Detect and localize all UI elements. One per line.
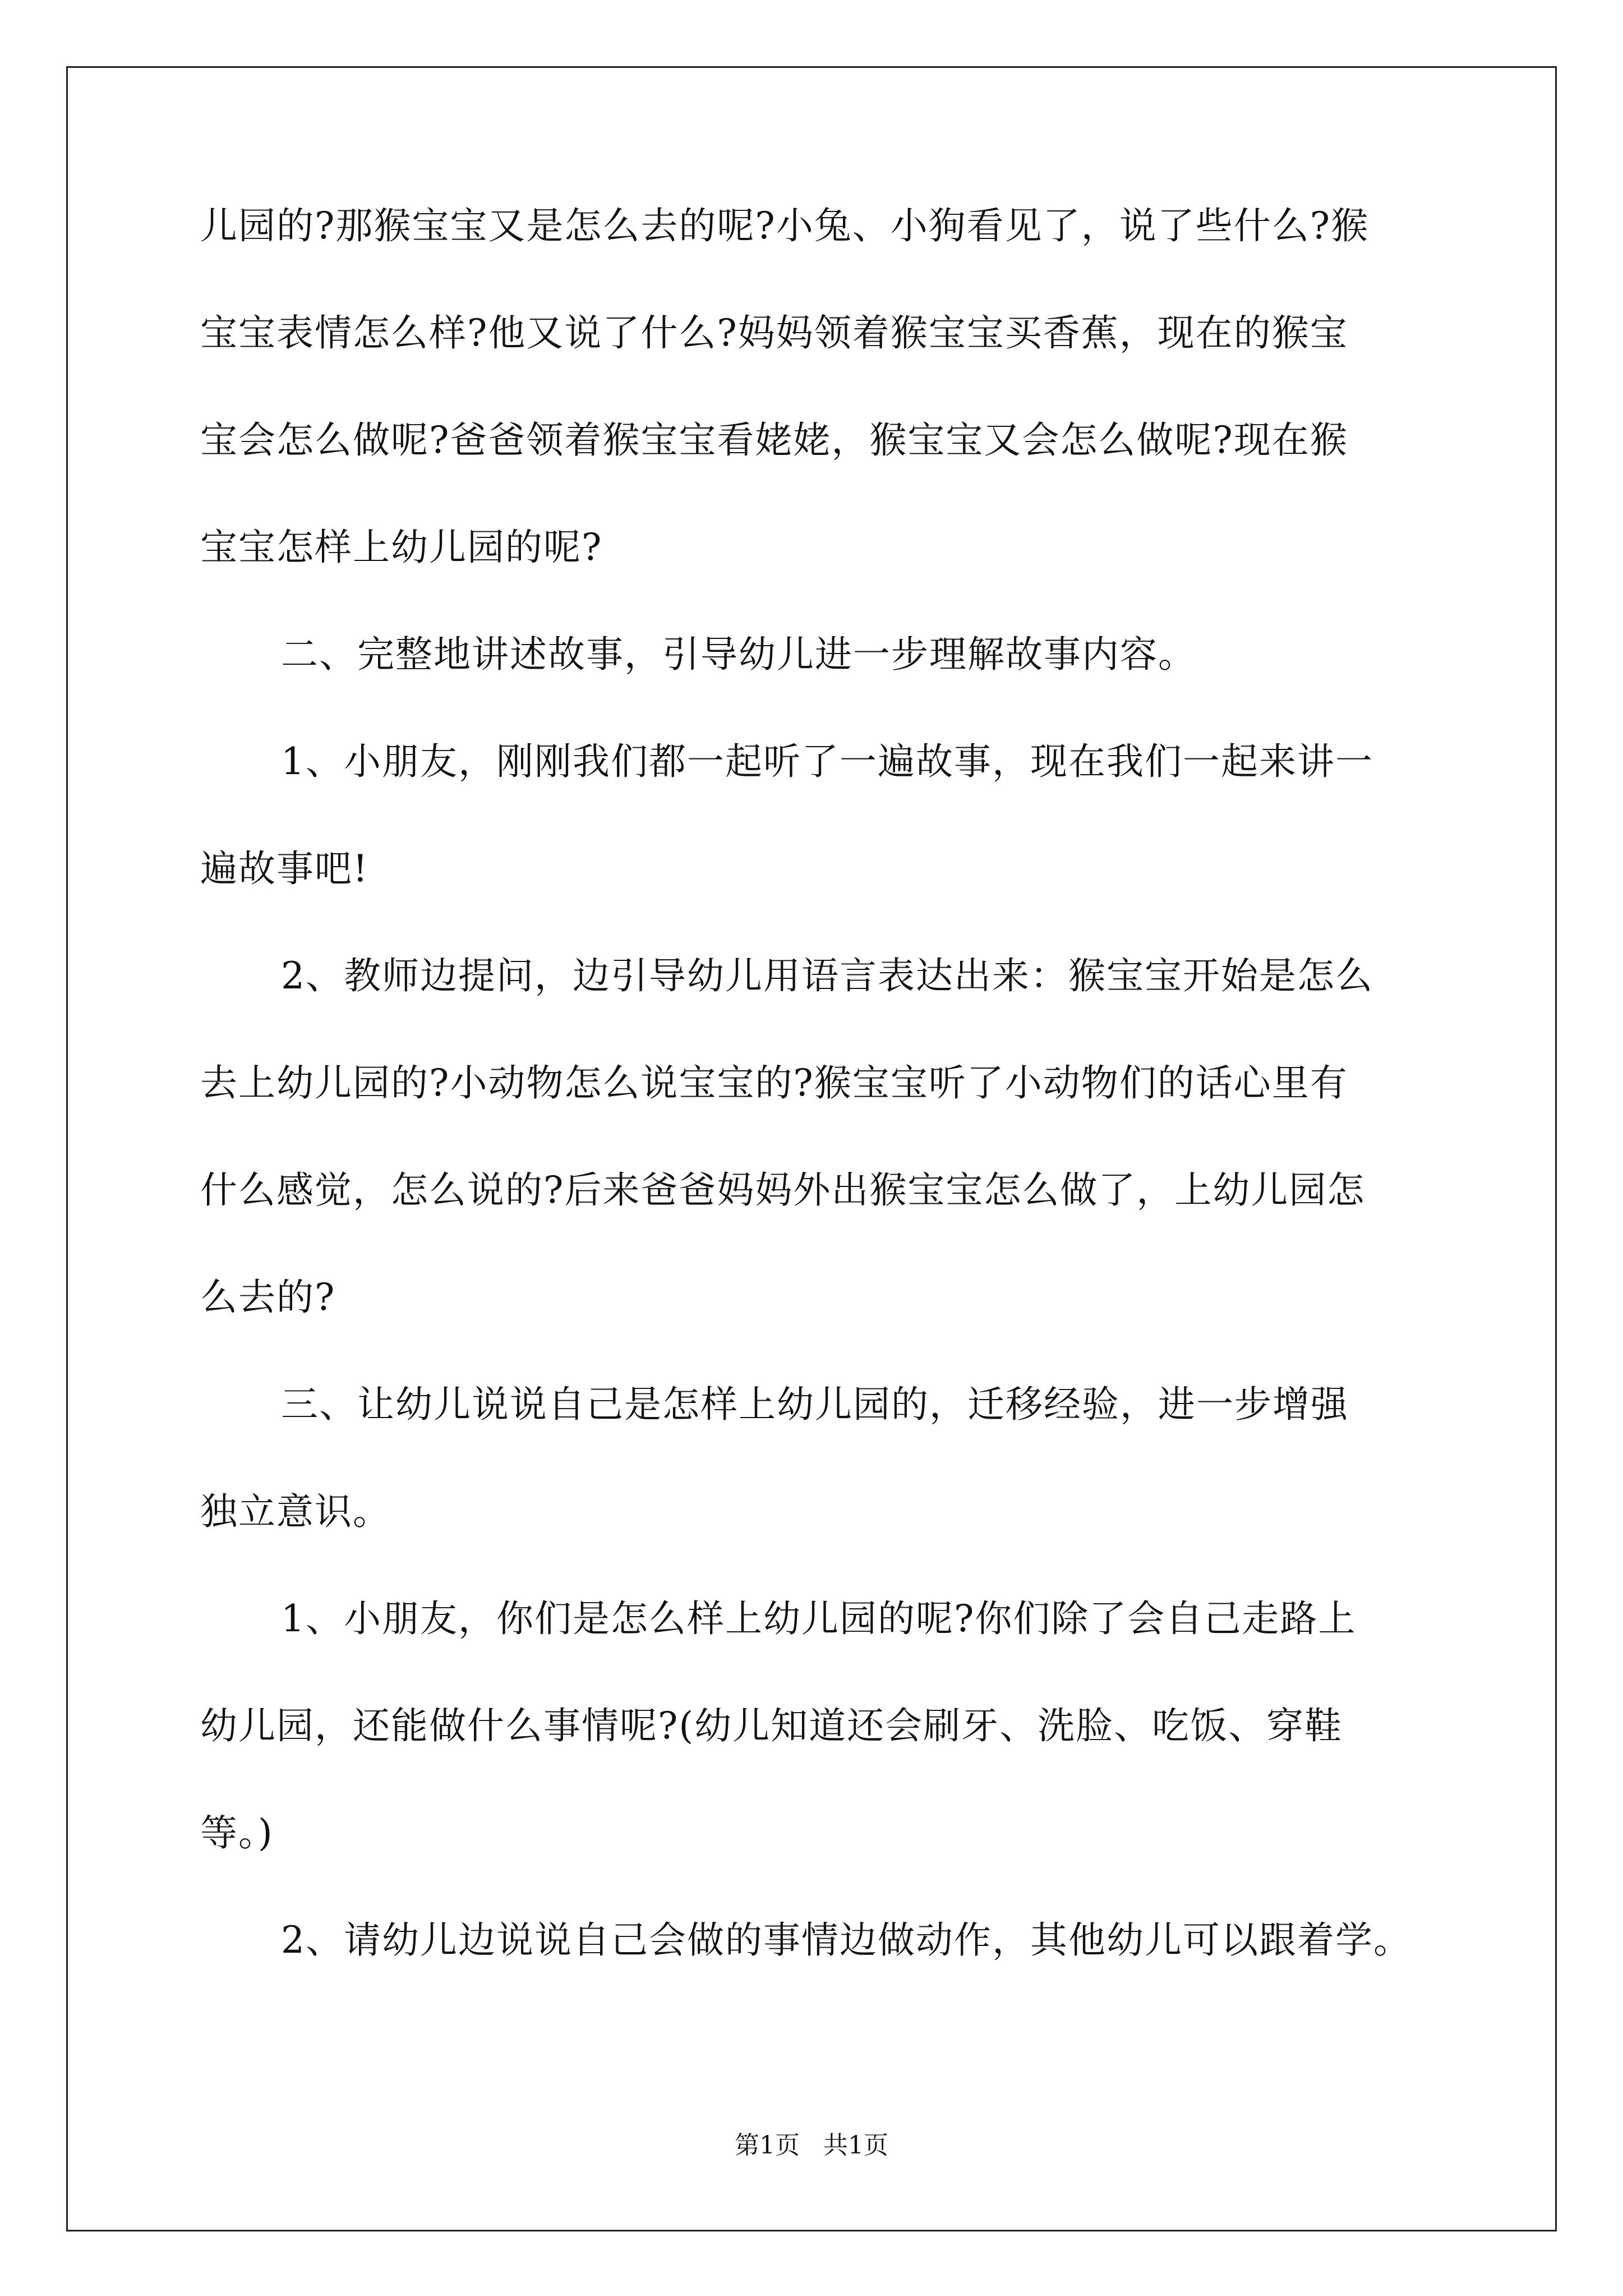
section-heading: 三、让幼儿说说自己是怎样上幼儿园的，迁移经验，进一步增强	[281, 1383, 1349, 1426]
text-line: 儿园的?那猴宝宝又是怎么去的呢?小兔、小狗看见了，说了些什么?猴	[200, 204, 1370, 247]
text-line: 什么感觉，怎么说的?后来爸爸妈妈外出猴宝宝怎么做了，上幼儿园怎	[200, 1168, 1366, 1212]
text-line: 独立意识。	[200, 1490, 391, 1533]
text-line: 幼儿园，还能做什么事情呢?(幼儿知道还会刷牙、洗脸、吃饭、穿鞋	[200, 1704, 1343, 1747]
text-line: 宝宝表情怎么样?他又说了什么?妈妈领着猴宝宝买香蕉，现在的猴宝	[200, 311, 1348, 355]
section-heading: 二、完整地讲述故事，引导幼儿进一步理解故事内容。	[281, 633, 1196, 676]
page-number-footer: 第1页 共1页	[735, 2131, 888, 2160]
text-line: 宝宝怎样上幼儿园的呢?	[200, 526, 603, 569]
text-line: 2、教师边提问，边引导幼儿用语言表达出来：猴宝宝开始是怎么	[281, 954, 1373, 997]
page-border	[66, 66, 1557, 2231]
text-line: 么去的?	[200, 1276, 336, 1319]
text-line: 遍故事吧!	[200, 847, 369, 890]
text-line: 等。)	[200, 1811, 274, 1855]
text-line: 2、请幼儿边说说自己会做的事情边做动作，其他幼儿可以跟着学。	[281, 1918, 1412, 1962]
text-line: 1、小朋友，刚刚我们都一起听了一遍故事，现在我们一起来讲一	[281, 740, 1373, 783]
text-line: 宝会怎么做呢?爸爸领着猴宝宝看姥姥，猴宝宝又会怎么做呢?现在猴	[200, 418, 1348, 462]
text-line: 1、小朋友，你们是怎么样上幼儿园的呢?你们除了会自己走路上	[281, 1597, 1357, 1640]
text-line: 去上幼儿园的?小动物怎么说宝宝的?猴宝宝听了小动物们的话心里有	[200, 1061, 1348, 1105]
